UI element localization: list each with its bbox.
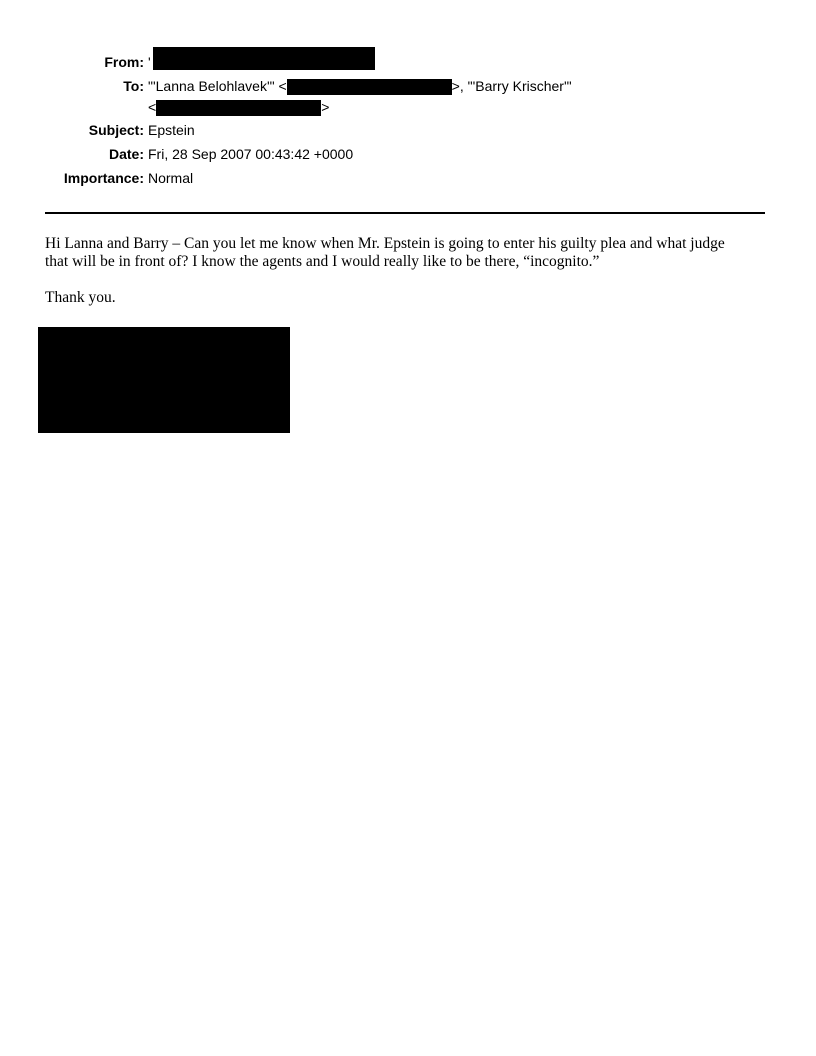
importance-label: Importance: [63, 170, 144, 186]
redaction-block [156, 100, 321, 116]
date-value: Fri, 28 Sep 2007 00:43:42 +0000 [148, 146, 354, 162]
subject-value: Epstein [148, 122, 195, 138]
message-line: Hi Lanna and Barry – Can you let me know when Mr. Epstein is going to enter his guilty plea and what judge [45, 235, 725, 252]
date-label: Date: [108, 146, 144, 162]
to-label: To: [123, 78, 144, 94]
to-value-line1 [148, 78, 572, 95]
subject-label: Subject: [88, 122, 144, 138]
to-recipient-2: >, "'Barry Krischer'" [451, 78, 572, 94]
message-line: that will be in front of? I know the agents and I would really like to be there, “incognito.” [45, 253, 600, 270]
from-value-prefix: ' [148, 54, 151, 70]
redaction-block [153, 47, 375, 70]
importance-value: Normal [148, 170, 194, 186]
message-paragraph [45, 235, 765, 271]
header-divider [45, 212, 765, 214]
from-value [148, 47, 375, 70]
to-line2-prefix: < [148, 99, 157, 115]
to-recipient-1: "'Lanna Belohlavek'" < [148, 78, 287, 94]
redaction-block [287, 79, 452, 95]
to-line2-suffix: > [321, 99, 330, 115]
to-value-line2 [148, 99, 329, 116]
signature-redaction-block [38, 327, 290, 433]
from-label: From: [104, 54, 144, 70]
message-closing: Thank you. [45, 289, 116, 306]
